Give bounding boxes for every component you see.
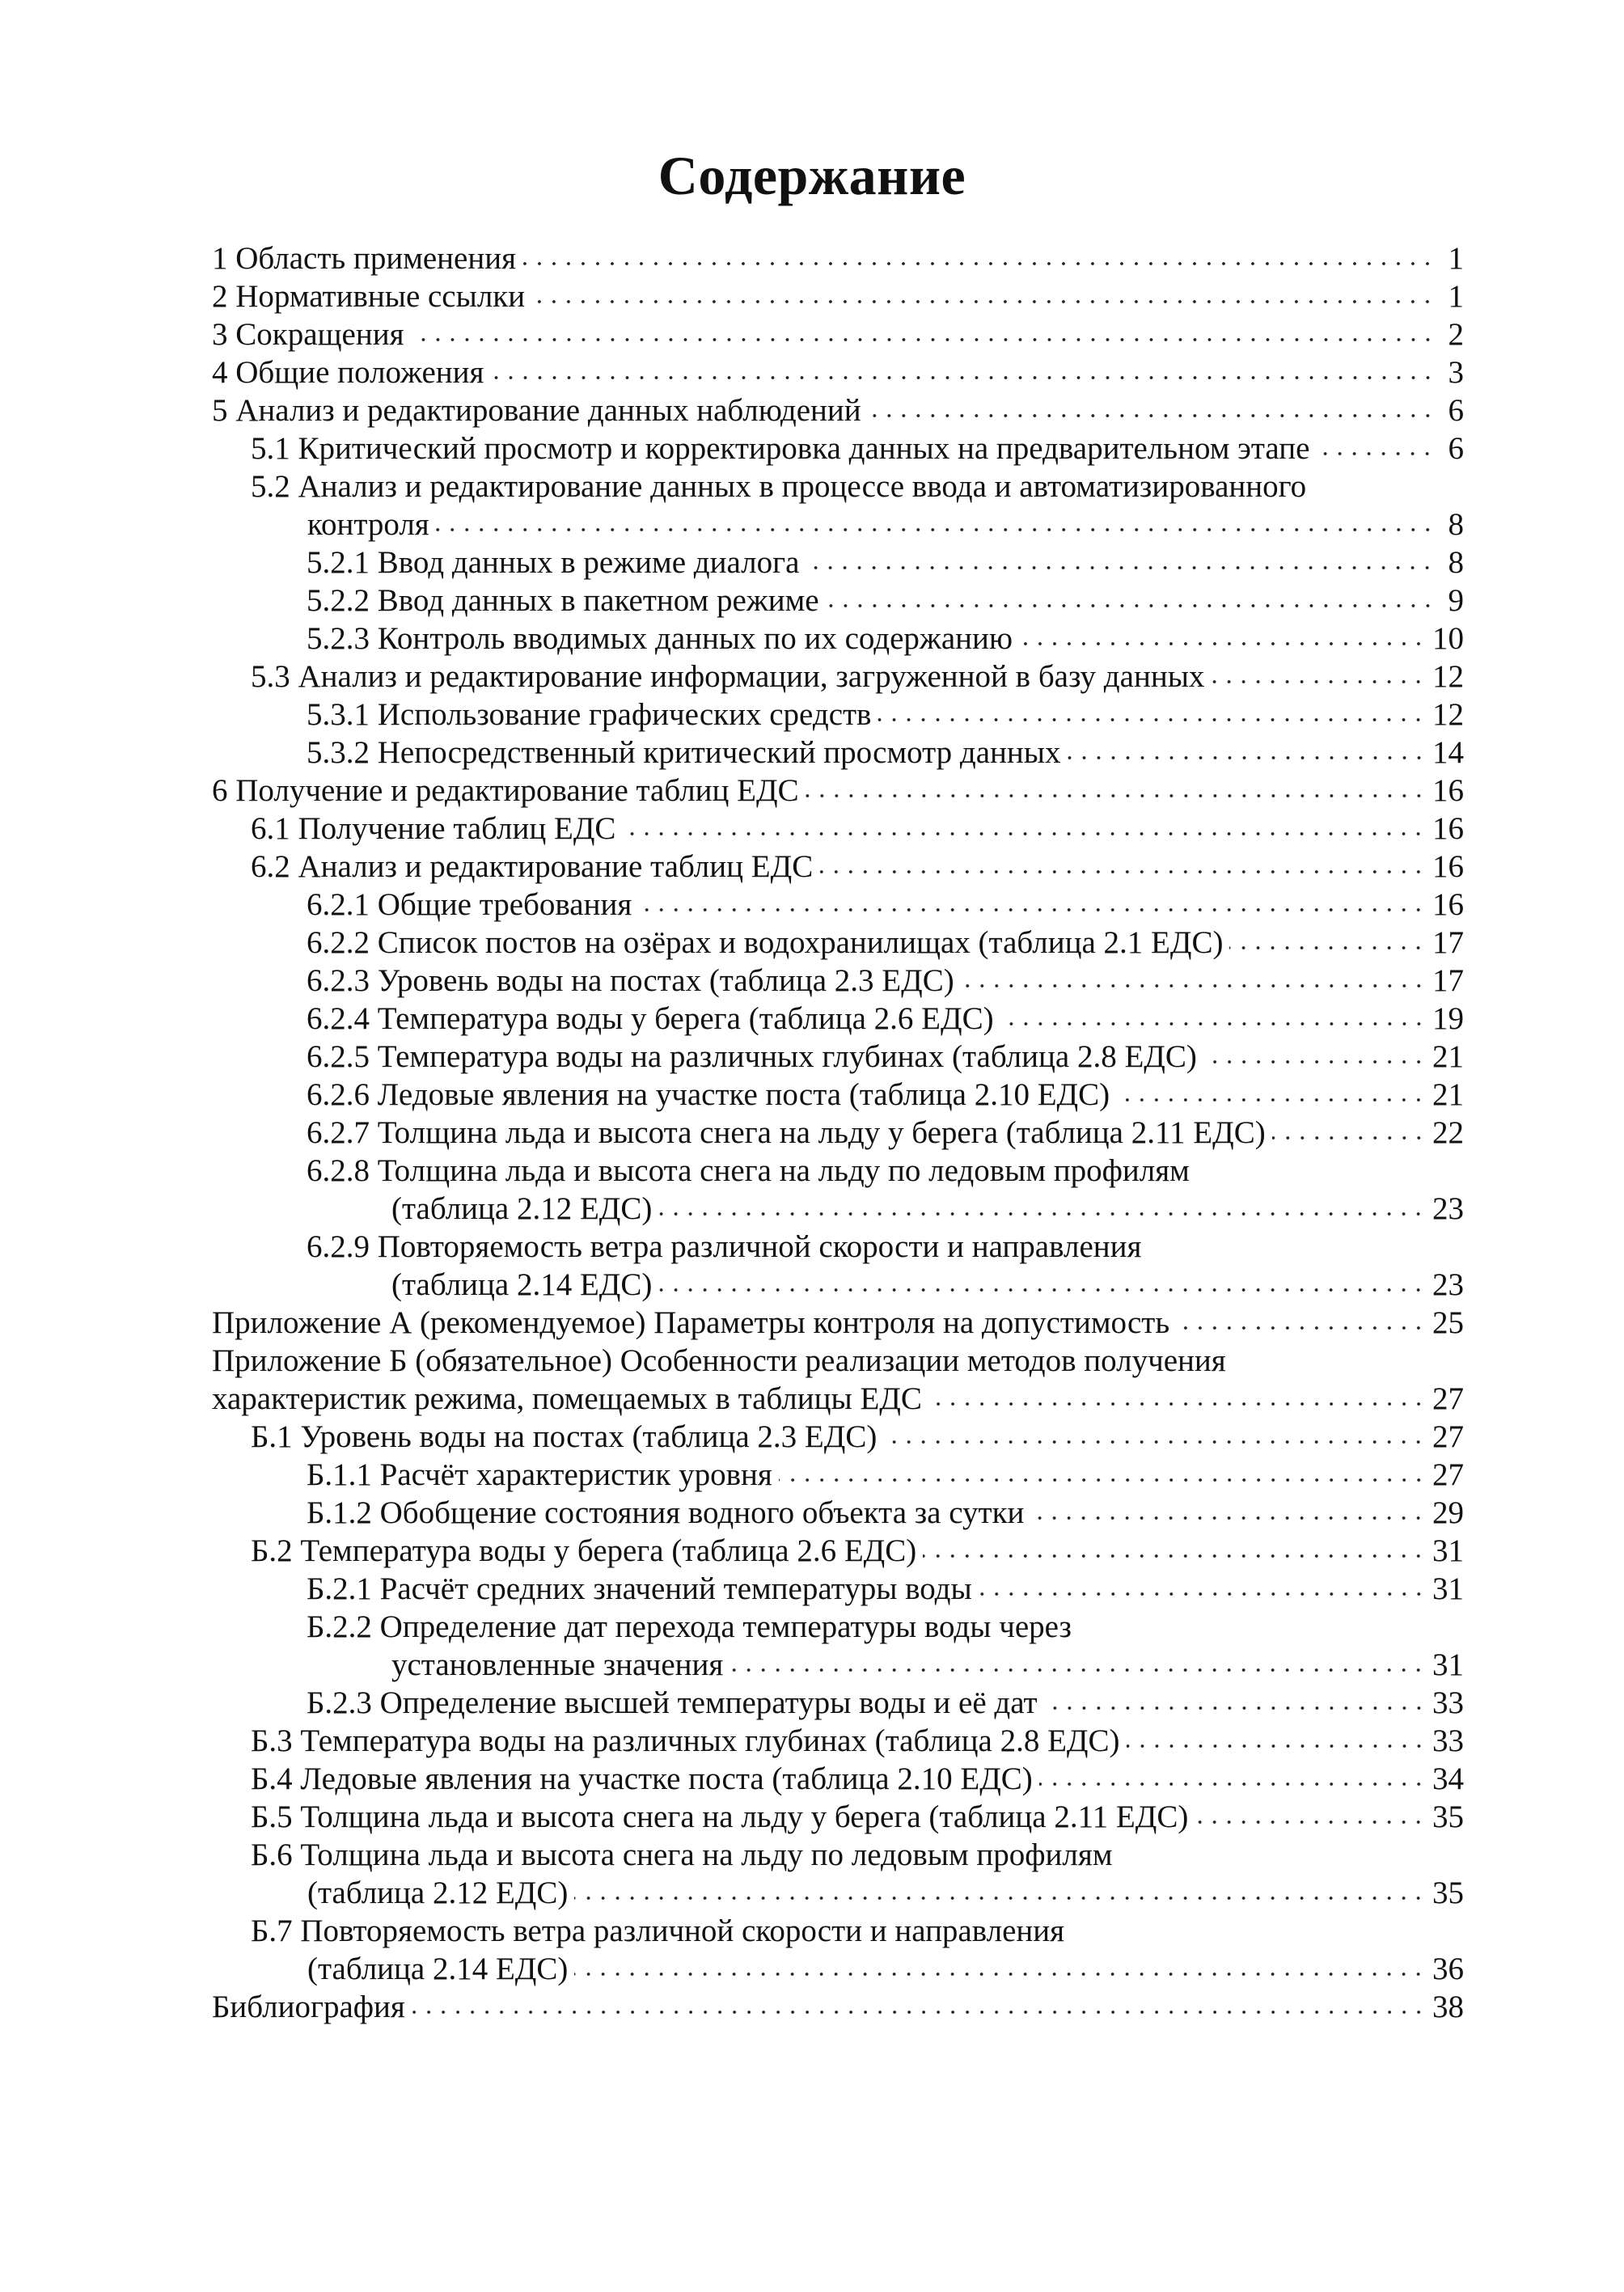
dot-leader (1068, 754, 1427, 762)
toc-page-number: 38 (1432, 1990, 1464, 2024)
toc-entry[interactable] (212, 505, 1464, 543)
toc-entry[interactable] (212, 1380, 1464, 1418)
dot-leader (1039, 1780, 1426, 1788)
dot-leader (806, 564, 1435, 572)
toc-entry[interactable] (212, 1038, 1464, 1076)
toc-entry-title: 6.2.3 Уровень воды на постах (таблица 2.3 ЕДС) (307, 963, 954, 998)
toc-entry[interactable] (212, 734, 1464, 772)
toc-entry-title: Б.6 Толщина льда и высота снега на льду по ледовым профилям (251, 1837, 1113, 1872)
dot-leader (730, 1666, 1426, 1674)
toc-entry-title: (таблица 2.14 ЕДС) (307, 1952, 569, 1986)
toc-page-number: 33 (1432, 1685, 1464, 1720)
toc-entry-title: Приложение А (рекомендуемое) Параметры контроля на допустимость (212, 1305, 1170, 1340)
toc-entry[interactable] (212, 924, 1464, 962)
toc-entry[interactable] (212, 277, 1464, 315)
toc-entry-title: 4 Общие положения (212, 355, 484, 390)
dot-leader (961, 982, 1426, 990)
toc-entry[interactable] (212, 772, 1464, 810)
toc-page-number: 17 (1432, 963, 1464, 998)
toc-page-number: 8 (1448, 545, 1464, 580)
dot-leader (1176, 1324, 1426, 1332)
toc-entry[interactable] (212, 1874, 1464, 1912)
toc-entry-title: Б.1.2 Обобщение состояния водного объекта за сутки (307, 1495, 1025, 1530)
toc-entry-title: Приложение Б (обязательное) Особенности реализации методов получения (212, 1343, 1226, 1378)
toc-entry-title: 6.2.6 Ледовые явления на участке поста (таблица 2.10 ЕДС) (307, 1077, 1110, 1112)
toc-entry-title: Б.5 Толщина льда и высота снега на льду у берега (таблица 2.11 ЕДС) (251, 1799, 1189, 1834)
dot-leader (1000, 1020, 1426, 1028)
toc-page-number: 10 (1432, 621, 1464, 656)
dot-leader (883, 1438, 1426, 1446)
toc-entry[interactable] (212, 1760, 1464, 1798)
toc-entry[interactable] (212, 1228, 1464, 1266)
toc-page-number: 27 (1432, 1381, 1464, 1416)
dot-leader (1316, 450, 1435, 458)
dot-leader (928, 1400, 1426, 1408)
toc-entry-title: 5.2.2 Ввод данных в пакетном режиме (307, 583, 819, 618)
toc-page-number: 22 (1432, 1115, 1464, 1150)
toc-page-number: 36 (1432, 1952, 1464, 1986)
dot-leader (1044, 1704, 1426, 1712)
dot-leader (522, 260, 1435, 268)
toc-entry-title: 6.1 Получение таблиц ЕДС (251, 811, 616, 846)
toc-entry[interactable] (212, 1304, 1464, 1342)
toc-entry-title: 5.3.1 Использование графических средств (307, 697, 872, 732)
dot-leader (412, 2008, 1426, 2016)
toc-page-number: 16 (1432, 887, 1464, 922)
toc-entry[interactable] (212, 1266, 1464, 1304)
toc-entry-title: (таблица 2.12 ЕДС) (391, 1191, 653, 1226)
toc-entry-title: Б.2.2 Определение дат перехода температуры воды через (307, 1609, 1072, 1644)
toc-entry-title: 6.2.8 Толщина льда и высота снега на льду по ледовым профилям (307, 1153, 1190, 1188)
toc-entry[interactable] (212, 239, 1464, 277)
toc-page-number: 17 (1432, 925, 1464, 960)
toc-entry[interactable] (212, 429, 1464, 467)
dot-leader (574, 1894, 1426, 1902)
dot-leader (491, 374, 1436, 382)
toc-page-number: 23 (1432, 1191, 1464, 1226)
toc-page-number: 6 (1448, 393, 1464, 428)
toc-entry[interactable] (212, 391, 1464, 429)
dot-leader (436, 526, 1435, 534)
toc-page-number: 19 (1432, 1001, 1464, 1036)
dot-leader (1229, 944, 1426, 952)
toc-page-number: 1 (1448, 241, 1464, 276)
dot-leader (658, 1210, 1426, 1218)
toc-entry-title: 6 Получение и редактирование таблиц ЕДС (212, 773, 799, 808)
toc-entry[interactable] (212, 1684, 1464, 1722)
toc-entry[interactable] (212, 810, 1464, 848)
toc-entry[interactable] (212, 1114, 1464, 1152)
toc-entry[interactable] (212, 1988, 1464, 2026)
toc-entry-title: 1 Область применения (212, 241, 517, 276)
toc-page-number: 8 (1448, 507, 1464, 542)
toc-entry[interactable] (212, 1646, 1464, 1684)
toc-entry-title: Б.4 Ледовые явления на участке поста (таблица 2.10 ЕДС) (251, 1761, 1033, 1796)
toc-entry-title: Библиография (212, 1990, 405, 2024)
toc-entry[interactable] (212, 1190, 1464, 1228)
toc-entry-title: 6.2.9 Повторяемость ветра различной скорости и направления (307, 1229, 1142, 1264)
dot-leader (979, 1590, 1426, 1598)
toc-page-number: 12 (1432, 659, 1464, 694)
toc-entry-title: 6.2.2 Список постов на озёрах и водохранилищах (таблица 2.1 ЕДС) (307, 925, 1224, 960)
toc-entry-title: Б.3 Температура воды на различных глубинах (таблица 2.8 ЕДС) (251, 1723, 1120, 1758)
toc-page-number: 2 (1448, 317, 1464, 352)
dot-leader (1030, 1514, 1426, 1522)
dot-leader (819, 868, 1426, 876)
toc-page-number: 16 (1432, 773, 1464, 808)
toc-entry-title: 6.2.5 Температура воды на различных глубинах (таблица 2.8 ЕДС) (307, 1039, 1197, 1074)
toc-entry[interactable] (212, 1342, 1464, 1380)
toc-entry-title: 6.2.4 Температура воды у берега (таблица 2.6 ЕДС) (307, 1001, 994, 1036)
dot-leader (1272, 1134, 1426, 1142)
toc-page-number: 21 (1432, 1039, 1464, 1074)
toc-entry-title: 2 Нормативные ссылки (212, 279, 526, 314)
toc-entry[interactable] (212, 696, 1464, 734)
toc-page-number: 16 (1432, 811, 1464, 846)
toc-page-number: 31 (1432, 1533, 1464, 1568)
toc-entry-title: Б.1 Уровень воды на постах (таблица 2.3 ЕДС) (251, 1419, 878, 1454)
dot-leader (826, 602, 1435, 610)
toc-entry[interactable] (212, 543, 1464, 581)
toc-entry[interactable] (212, 353, 1464, 391)
toc-entry-title: (таблица 2.14 ЕДС) (391, 1267, 653, 1302)
toc-page-number: 21 (1432, 1077, 1464, 1112)
toc-entry[interactable] (212, 1798, 1464, 1836)
toc-entry-title: Б.7 Повторяемость ветра различной скорости и направления (251, 1914, 1065, 1948)
toc-entry-title: 5.3.2 Непосредственный критический просмотр данных (307, 735, 1061, 770)
toc-entry[interactable] (212, 1722, 1464, 1760)
toc-page-number: 27 (1432, 1419, 1464, 1454)
toc-entry[interactable] (212, 581, 1464, 620)
toc-entry-title: 5.1 Критический просмотр и корректировка данных на предварительном этапе (251, 431, 1310, 466)
toc-entry[interactable] (212, 848, 1464, 886)
toc-entry-title: характеристик режима, помещаемых в таблицы ЕДС (212, 1381, 922, 1416)
dot-leader (923, 1552, 1426, 1560)
toc-entry-title: 5.2.3 Контроль вводимых данных по их содержанию (307, 621, 1013, 656)
toc-page-number: 6 (1448, 431, 1464, 466)
toc-entry[interactable] (212, 886, 1464, 924)
dot-leader (779, 1476, 1426, 1484)
toc-page-number: 12 (1432, 697, 1464, 732)
dot-leader (1127, 1742, 1426, 1750)
toc-entry-title: Б.1.1 Расчёт характеристик уровня (307, 1457, 772, 1492)
dot-leader (574, 1970, 1426, 1978)
toc-entry-title: 5 Анализ и редактирование данных наблюдений (212, 393, 861, 428)
dot-leader (1019, 640, 1426, 648)
table-of-contents (212, 239, 1464, 2026)
toc-entry[interactable] (212, 1608, 1464, 1646)
toc-entry[interactable] (212, 1456, 1464, 1494)
toc-page-number: 35 (1432, 1799, 1464, 1834)
toc-page-number: 3 (1448, 355, 1464, 390)
toc-entry[interactable] (212, 1532, 1464, 1570)
toc-entry-title: 5.3 Анализ и редактирование информации, загруженной в базу данных (251, 659, 1205, 694)
toc-entry[interactable] (212, 315, 1464, 353)
toc-page-number: 31 (1432, 1647, 1464, 1682)
toc-entry[interactable] (212, 620, 1464, 658)
toc-entry[interactable] (212, 467, 1464, 505)
toc-entry[interactable] (212, 1912, 1464, 1950)
dot-leader (1195, 1818, 1426, 1826)
toc-entry[interactable] (212, 962, 1464, 1000)
dot-leader (868, 412, 1435, 420)
toc-entry-title: Б.2.3 Определение высшей температуры воды и её дат (307, 1685, 1038, 1720)
dot-leader (531, 298, 1435, 306)
page-title: Содержание (658, 145, 966, 206)
toc-entry[interactable] (212, 658, 1464, 696)
toc-entry[interactable] (212, 1570, 1464, 1608)
toc-entry[interactable] (212, 1000, 1464, 1038)
toc-entry[interactable] (212, 1494, 1464, 1532)
dot-leader (638, 906, 1426, 914)
toc-entry-title: 6.2 Анализ и редактирование таблиц ЕДС (251, 849, 814, 884)
toc-entry-title: (таблица 2.12 ЕДС) (307, 1875, 569, 1910)
toc-page-number: 29 (1432, 1495, 1464, 1530)
dot-leader (1211, 678, 1426, 686)
toc-page-number: 31 (1432, 1571, 1464, 1606)
dot-leader (411, 336, 1435, 344)
toc-page-number: 25 (1432, 1305, 1464, 1340)
toc-page-number: 35 (1432, 1875, 1464, 1910)
toc-entry-title: Б.2.1 Расчёт средних значений температуры воды (307, 1571, 972, 1606)
toc-entry[interactable] (212, 1836, 1464, 1874)
toc-entry-title: контроля (307, 507, 429, 542)
dot-leader (878, 716, 1426, 724)
toc-entry-title: 5.2.1 Ввод данных в режиме диалога (307, 545, 800, 580)
toc-page-number: 9 (1448, 583, 1464, 618)
toc-entry[interactable] (212, 1950, 1464, 1988)
toc-page-number: 1 (1448, 279, 1464, 314)
toc-entry-title: установленные значения (391, 1647, 724, 1682)
toc-page-number: 33 (1432, 1723, 1464, 1758)
toc-page-number: 16 (1432, 849, 1464, 884)
dot-leader (622, 830, 1426, 838)
toc-entry-title: 5.2 Анализ и редактирование данных в процессе ввода и автоматизированного (251, 469, 1307, 504)
toc-page-number: 34 (1432, 1761, 1464, 1796)
dot-leader (658, 1286, 1426, 1294)
toc-entry-title: 3 Сокращения (212, 317, 404, 352)
dot-leader (806, 792, 1426, 800)
toc-page-number: 23 (1432, 1267, 1464, 1302)
toc-entry[interactable] (212, 1152, 1464, 1190)
toc-entry-title: Б.2 Температура воды у берега (таблица 2.6 ЕДС) (251, 1533, 917, 1568)
toc-entry[interactable] (212, 1076, 1464, 1114)
toc-page-number: 27 (1432, 1457, 1464, 1492)
toc-entry-title: 6.2.7 Толщина льда и высота снега на льду у берега (таблица 2.11 ЕДС) (307, 1115, 1266, 1150)
toc-entry-title: 6.2.1 Общие требования (307, 887, 632, 922)
dot-leader (1203, 1058, 1426, 1066)
toc-entry[interactable] (212, 1418, 1464, 1456)
toc-page-number: 14 (1432, 735, 1464, 770)
dot-leader (1116, 1096, 1426, 1104)
